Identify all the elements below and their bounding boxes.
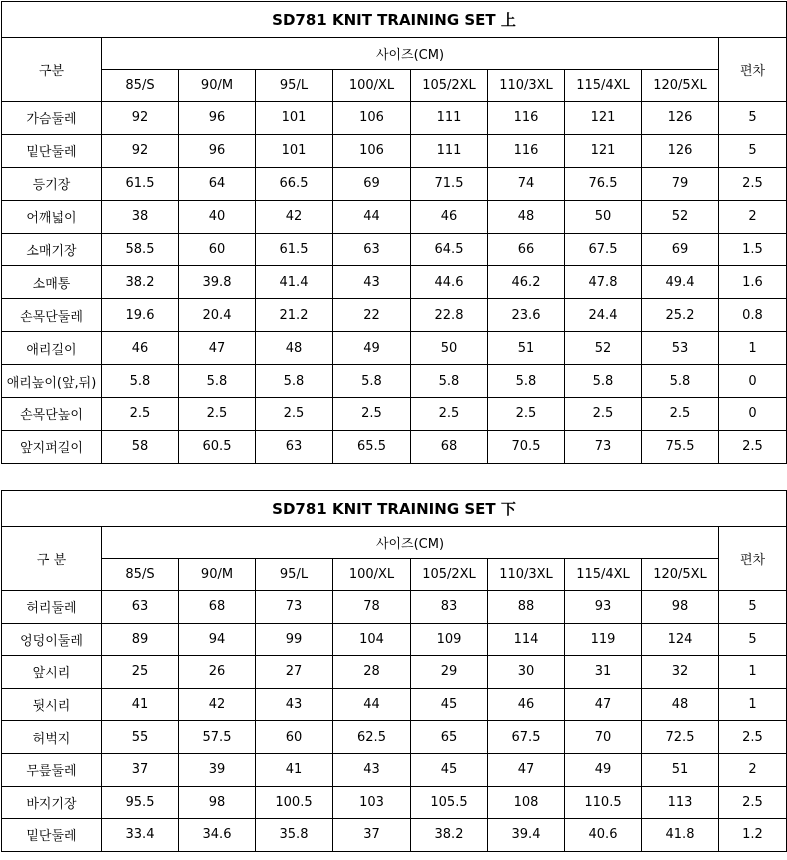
measurement-cell: 113 [642, 786, 719, 819]
measurement-cell: 35.8 [256, 819, 333, 852]
size-column-header: 95/L [256, 70, 333, 102]
measurement-cell: 88 [488, 591, 565, 624]
table-row [2, 753, 787, 786]
measurement-cell: 92 [102, 134, 179, 167]
measurement-cell: 61.5 [256, 233, 333, 266]
measurement-cell: 47 [565, 688, 642, 721]
measurement-cell: 2.5 [411, 398, 488, 431]
bottom-table-title: SD781 KNIT TRAINING SET 下 [2, 491, 787, 527]
top-table-body [2, 102, 787, 464]
size-column-header: 100/XL [333, 70, 411, 102]
deviation-cell: 0 [719, 365, 787, 398]
measurement-cell: 98 [179, 786, 256, 819]
size-header-row [2, 559, 787, 591]
measurement-cell: 47 [488, 753, 565, 786]
measurement-cell: 41.4 [256, 266, 333, 299]
measurement-cell: 51 [488, 332, 565, 365]
measurement-cell: 75.5 [642, 430, 719, 463]
category-header: 구 분 [2, 527, 102, 591]
measurement-cell: 2.5 [102, 398, 179, 431]
measurement-cell: 48 [256, 332, 333, 365]
size-group-header: 사이즈(CM) [102, 38, 719, 70]
measurement-cell: 2.5 [333, 398, 411, 431]
size-column-header: 105/2XL [411, 70, 488, 102]
measurement-cell: 105.5 [411, 786, 488, 819]
measurement-cell: 31 [565, 656, 642, 689]
row-label: 뒷시리 [2, 688, 102, 721]
measurement-cell: 38.2 [411, 819, 488, 852]
deviation-cell: 2.5 [719, 786, 787, 819]
measurement-cell: 55 [102, 721, 179, 754]
deviation-cell: 2.5 [719, 721, 787, 754]
measurement-cell: 43 [333, 266, 411, 299]
measurement-cell: 116 [488, 102, 565, 135]
deviation-cell: 0 [719, 398, 787, 431]
measurement-cell: 116 [488, 134, 565, 167]
size-column-header: 105/2XL [411, 559, 488, 591]
size-column-header: 100/XL [333, 559, 411, 591]
row-label: 손목단둘레 [2, 299, 102, 332]
measurement-cell: 34.6 [179, 819, 256, 852]
measurement-cell: 98 [642, 591, 719, 624]
measurement-cell: 46 [411, 200, 488, 233]
measurement-cell: 24.4 [565, 299, 642, 332]
measurement-cell: 2.5 [488, 398, 565, 431]
measurement-cell: 21.2 [256, 299, 333, 332]
measurement-cell: 47.8 [565, 266, 642, 299]
measurement-cell: 37 [102, 753, 179, 786]
row-label: 가슴둘레 [2, 102, 102, 135]
measurement-cell: 93 [565, 591, 642, 624]
measurement-cell: 110.5 [565, 786, 642, 819]
row-label: 허벅지 [2, 721, 102, 754]
measurement-cell: 47 [179, 332, 256, 365]
measurement-cell: 39.8 [179, 266, 256, 299]
deviation-cell: 0.8 [719, 299, 787, 332]
table-row [2, 200, 787, 233]
measurement-cell: 109 [411, 623, 488, 656]
deviation-cell: 1 [719, 688, 787, 721]
row-label: 밑단둘레 [2, 134, 102, 167]
measurement-cell: 38.2 [102, 266, 179, 299]
deviation-header: 편차 [719, 38, 787, 102]
measurement-cell: 73 [256, 591, 333, 624]
measurement-cell: 37 [333, 819, 411, 852]
size-column-header: 115/4XL [565, 70, 642, 102]
deviation-cell: 5 [719, 623, 787, 656]
measurement-cell: 25.2 [642, 299, 719, 332]
table-row [2, 134, 787, 167]
measurement-cell: 5.8 [411, 365, 488, 398]
table-row [2, 365, 787, 398]
row-label: 앞시리 [2, 656, 102, 689]
measurement-cell: 60.5 [179, 430, 256, 463]
size-column-header: 95/L [256, 559, 333, 591]
table-row [2, 819, 787, 852]
measurement-cell: 50 [411, 332, 488, 365]
size-column-header: 90/M [179, 559, 256, 591]
measurement-cell: 5.8 [642, 365, 719, 398]
measurement-cell: 126 [642, 102, 719, 135]
top-table-title: SD781 KNIT TRAINING SET 上 [2, 2, 787, 38]
measurement-cell: 111 [411, 102, 488, 135]
measurement-cell: 60 [179, 233, 256, 266]
row-label: 애리길이 [2, 332, 102, 365]
measurement-cell: 43 [256, 688, 333, 721]
deviation-cell: 2.5 [719, 430, 787, 463]
measurement-cell: 121 [565, 134, 642, 167]
measurement-cell: 52 [565, 332, 642, 365]
measurement-cell: 45 [411, 753, 488, 786]
measurement-cell: 22.8 [411, 299, 488, 332]
measurement-cell: 48 [642, 688, 719, 721]
measurement-cell: 57.5 [179, 721, 256, 754]
size-group-header: 사이즈(CM) [102, 527, 719, 559]
measurement-cell: 50 [565, 200, 642, 233]
measurement-cell: 83 [411, 591, 488, 624]
table-row [2, 656, 787, 689]
measurement-cell: 67.5 [488, 721, 565, 754]
measurement-cell: 43 [333, 753, 411, 786]
measurement-cell: 5.8 [565, 365, 642, 398]
measurement-cell: 103 [333, 786, 411, 819]
measurement-cell: 5.8 [179, 365, 256, 398]
measurement-cell: 32 [642, 656, 719, 689]
size-column-header: 85/S [102, 70, 179, 102]
size-column-header: 120/5XL [642, 70, 719, 102]
deviation-cell: 2 [719, 753, 787, 786]
deviation-cell: 1.5 [719, 233, 787, 266]
measurement-cell: 2.5 [179, 398, 256, 431]
table-row [2, 332, 787, 365]
measurement-cell: 48 [488, 200, 565, 233]
measurement-cell: 40 [179, 200, 256, 233]
category-header: 구분 [2, 38, 102, 102]
deviation-cell: 1 [719, 656, 787, 689]
measurement-cell: 40.6 [565, 819, 642, 852]
measurement-cell: 63 [256, 430, 333, 463]
deviation-cell: 1.2 [719, 819, 787, 852]
measurement-cell: 65.5 [333, 430, 411, 463]
measurement-cell: 28 [333, 656, 411, 689]
measurement-cell: 114 [488, 623, 565, 656]
measurement-cell: 5.8 [333, 365, 411, 398]
measurement-cell: 49 [565, 753, 642, 786]
table-row [2, 721, 787, 754]
measurement-cell: 62.5 [333, 721, 411, 754]
measurement-cell: 104 [333, 623, 411, 656]
measurement-cell: 26 [179, 656, 256, 689]
table-row [2, 786, 787, 819]
measurement-cell: 108 [488, 786, 565, 819]
measurement-cell: 39 [179, 753, 256, 786]
measurement-cell: 58 [102, 430, 179, 463]
measurement-cell: 65 [411, 721, 488, 754]
row-label: 어깨넓이 [2, 200, 102, 233]
measurement-cell: 41.8 [642, 819, 719, 852]
table-row [2, 102, 787, 135]
measurement-cell: 63 [333, 233, 411, 266]
bottom-size-table [1, 490, 787, 852]
measurement-cell: 64.5 [411, 233, 488, 266]
measurement-cell: 46 [102, 332, 179, 365]
measurement-cell: 119 [565, 623, 642, 656]
measurement-cell: 106 [333, 134, 411, 167]
row-label: 앞지퍼길이 [2, 430, 102, 463]
table-row [2, 167, 787, 200]
measurement-cell: 41 [256, 753, 333, 786]
measurement-cell: 5.8 [256, 365, 333, 398]
measurement-cell: 46 [488, 688, 565, 721]
size-header-row [2, 70, 787, 102]
measurement-cell: 72.5 [642, 721, 719, 754]
deviation-cell: 2.5 [719, 167, 787, 200]
measurement-cell: 25 [102, 656, 179, 689]
size-column-header: 120/5XL [642, 559, 719, 591]
row-label: 등기장 [2, 167, 102, 200]
measurement-cell: 51 [642, 753, 719, 786]
row-label: 소매통 [2, 266, 102, 299]
size-column-header: 85/S [102, 559, 179, 591]
size-column-header: 110/3XL [488, 559, 565, 591]
row-label: 무릎둘레 [2, 753, 102, 786]
measurement-cell: 2.5 [256, 398, 333, 431]
measurement-cell: 53 [642, 332, 719, 365]
measurement-cell: 92 [102, 102, 179, 135]
size-column-header: 90/M [179, 70, 256, 102]
measurement-cell: 70 [565, 721, 642, 754]
measurement-cell: 124 [642, 623, 719, 656]
row-label: 손목단높이 [2, 398, 102, 431]
measurement-cell: 61.5 [102, 167, 179, 200]
measurement-cell: 45 [411, 688, 488, 721]
measurement-cell: 22 [333, 299, 411, 332]
measurement-cell: 46.2 [488, 266, 565, 299]
measurement-cell: 101 [256, 102, 333, 135]
deviation-cell: 1 [719, 332, 787, 365]
measurement-cell: 41 [102, 688, 179, 721]
measurement-cell: 29 [411, 656, 488, 689]
measurement-cell: 99 [256, 623, 333, 656]
measurement-cell: 95.5 [102, 786, 179, 819]
bottom-table-body [2, 591, 787, 852]
measurement-cell: 121 [565, 102, 642, 135]
measurement-cell: 101 [256, 134, 333, 167]
deviation-header: 편차 [719, 527, 787, 591]
measurement-cell: 58.5 [102, 233, 179, 266]
measurement-cell: 19.6 [102, 299, 179, 332]
measurement-cell: 23.6 [488, 299, 565, 332]
measurement-cell: 49.4 [642, 266, 719, 299]
measurement-cell: 30 [488, 656, 565, 689]
deviation-cell: 5 [719, 134, 787, 167]
measurement-cell: 5.8 [488, 365, 565, 398]
measurement-cell: 44 [333, 200, 411, 233]
deviation-cell: 1.6 [719, 266, 787, 299]
measurement-cell: 64 [179, 167, 256, 200]
measurement-cell: 67.5 [565, 233, 642, 266]
measurement-cell: 126 [642, 134, 719, 167]
measurement-cell: 2.5 [565, 398, 642, 431]
measurement-cell: 44 [333, 688, 411, 721]
table-row [2, 266, 787, 299]
top-size-table [1, 1, 787, 464]
measurement-cell: 20.4 [179, 299, 256, 332]
measurement-cell: 74 [488, 167, 565, 200]
row-label: 밑단둘레 [2, 819, 102, 852]
row-label: 바지기장 [2, 786, 102, 819]
measurement-cell: 27 [256, 656, 333, 689]
table-row [2, 233, 787, 266]
measurement-cell: 5.8 [102, 365, 179, 398]
measurement-cell: 78 [333, 591, 411, 624]
measurement-cell: 68 [411, 430, 488, 463]
measurement-cell: 111 [411, 134, 488, 167]
table-row [2, 591, 787, 624]
measurement-cell: 60 [256, 721, 333, 754]
row-label: 엉덩이둘레 [2, 623, 102, 656]
measurement-cell: 33.4 [102, 819, 179, 852]
measurement-cell: 38 [102, 200, 179, 233]
measurement-cell: 68 [179, 591, 256, 624]
row-label: 허리둘레 [2, 591, 102, 624]
measurement-cell: 39.4 [488, 819, 565, 852]
measurement-cell: 66 [488, 233, 565, 266]
measurement-cell: 79 [642, 167, 719, 200]
measurement-cell: 42 [256, 200, 333, 233]
measurement-cell: 76.5 [565, 167, 642, 200]
measurement-cell: 96 [179, 134, 256, 167]
size-column-header: 110/3XL [488, 70, 565, 102]
measurement-cell: 94 [179, 623, 256, 656]
measurement-cell: 69 [333, 167, 411, 200]
measurement-cell: 73 [565, 430, 642, 463]
measurement-cell: 66.5 [256, 167, 333, 200]
table-row [2, 688, 787, 721]
table-row [2, 623, 787, 656]
measurement-cell: 52 [642, 200, 719, 233]
measurement-cell: 100.5 [256, 786, 333, 819]
measurement-cell: 69 [642, 233, 719, 266]
measurement-cell: 49 [333, 332, 411, 365]
measurement-cell: 96 [179, 102, 256, 135]
measurement-cell: 2.5 [642, 398, 719, 431]
deviation-cell: 5 [719, 591, 787, 624]
measurement-cell: 71.5 [411, 167, 488, 200]
table-row [2, 430, 787, 463]
size-column-header: 115/4XL [565, 559, 642, 591]
measurement-cell: 106 [333, 102, 411, 135]
deviation-cell: 5 [719, 102, 787, 135]
table-row [2, 398, 787, 431]
table-row [2, 299, 787, 332]
measurement-cell: 89 [102, 623, 179, 656]
row-label: 소매기장 [2, 233, 102, 266]
measurement-cell: 44.6 [411, 266, 488, 299]
row-label: 애리높이(앞,뒤) [2, 365, 102, 398]
measurement-cell: 63 [102, 591, 179, 624]
deviation-cell: 2 [719, 200, 787, 233]
measurement-cell: 42 [179, 688, 256, 721]
measurement-cell: 70.5 [488, 430, 565, 463]
